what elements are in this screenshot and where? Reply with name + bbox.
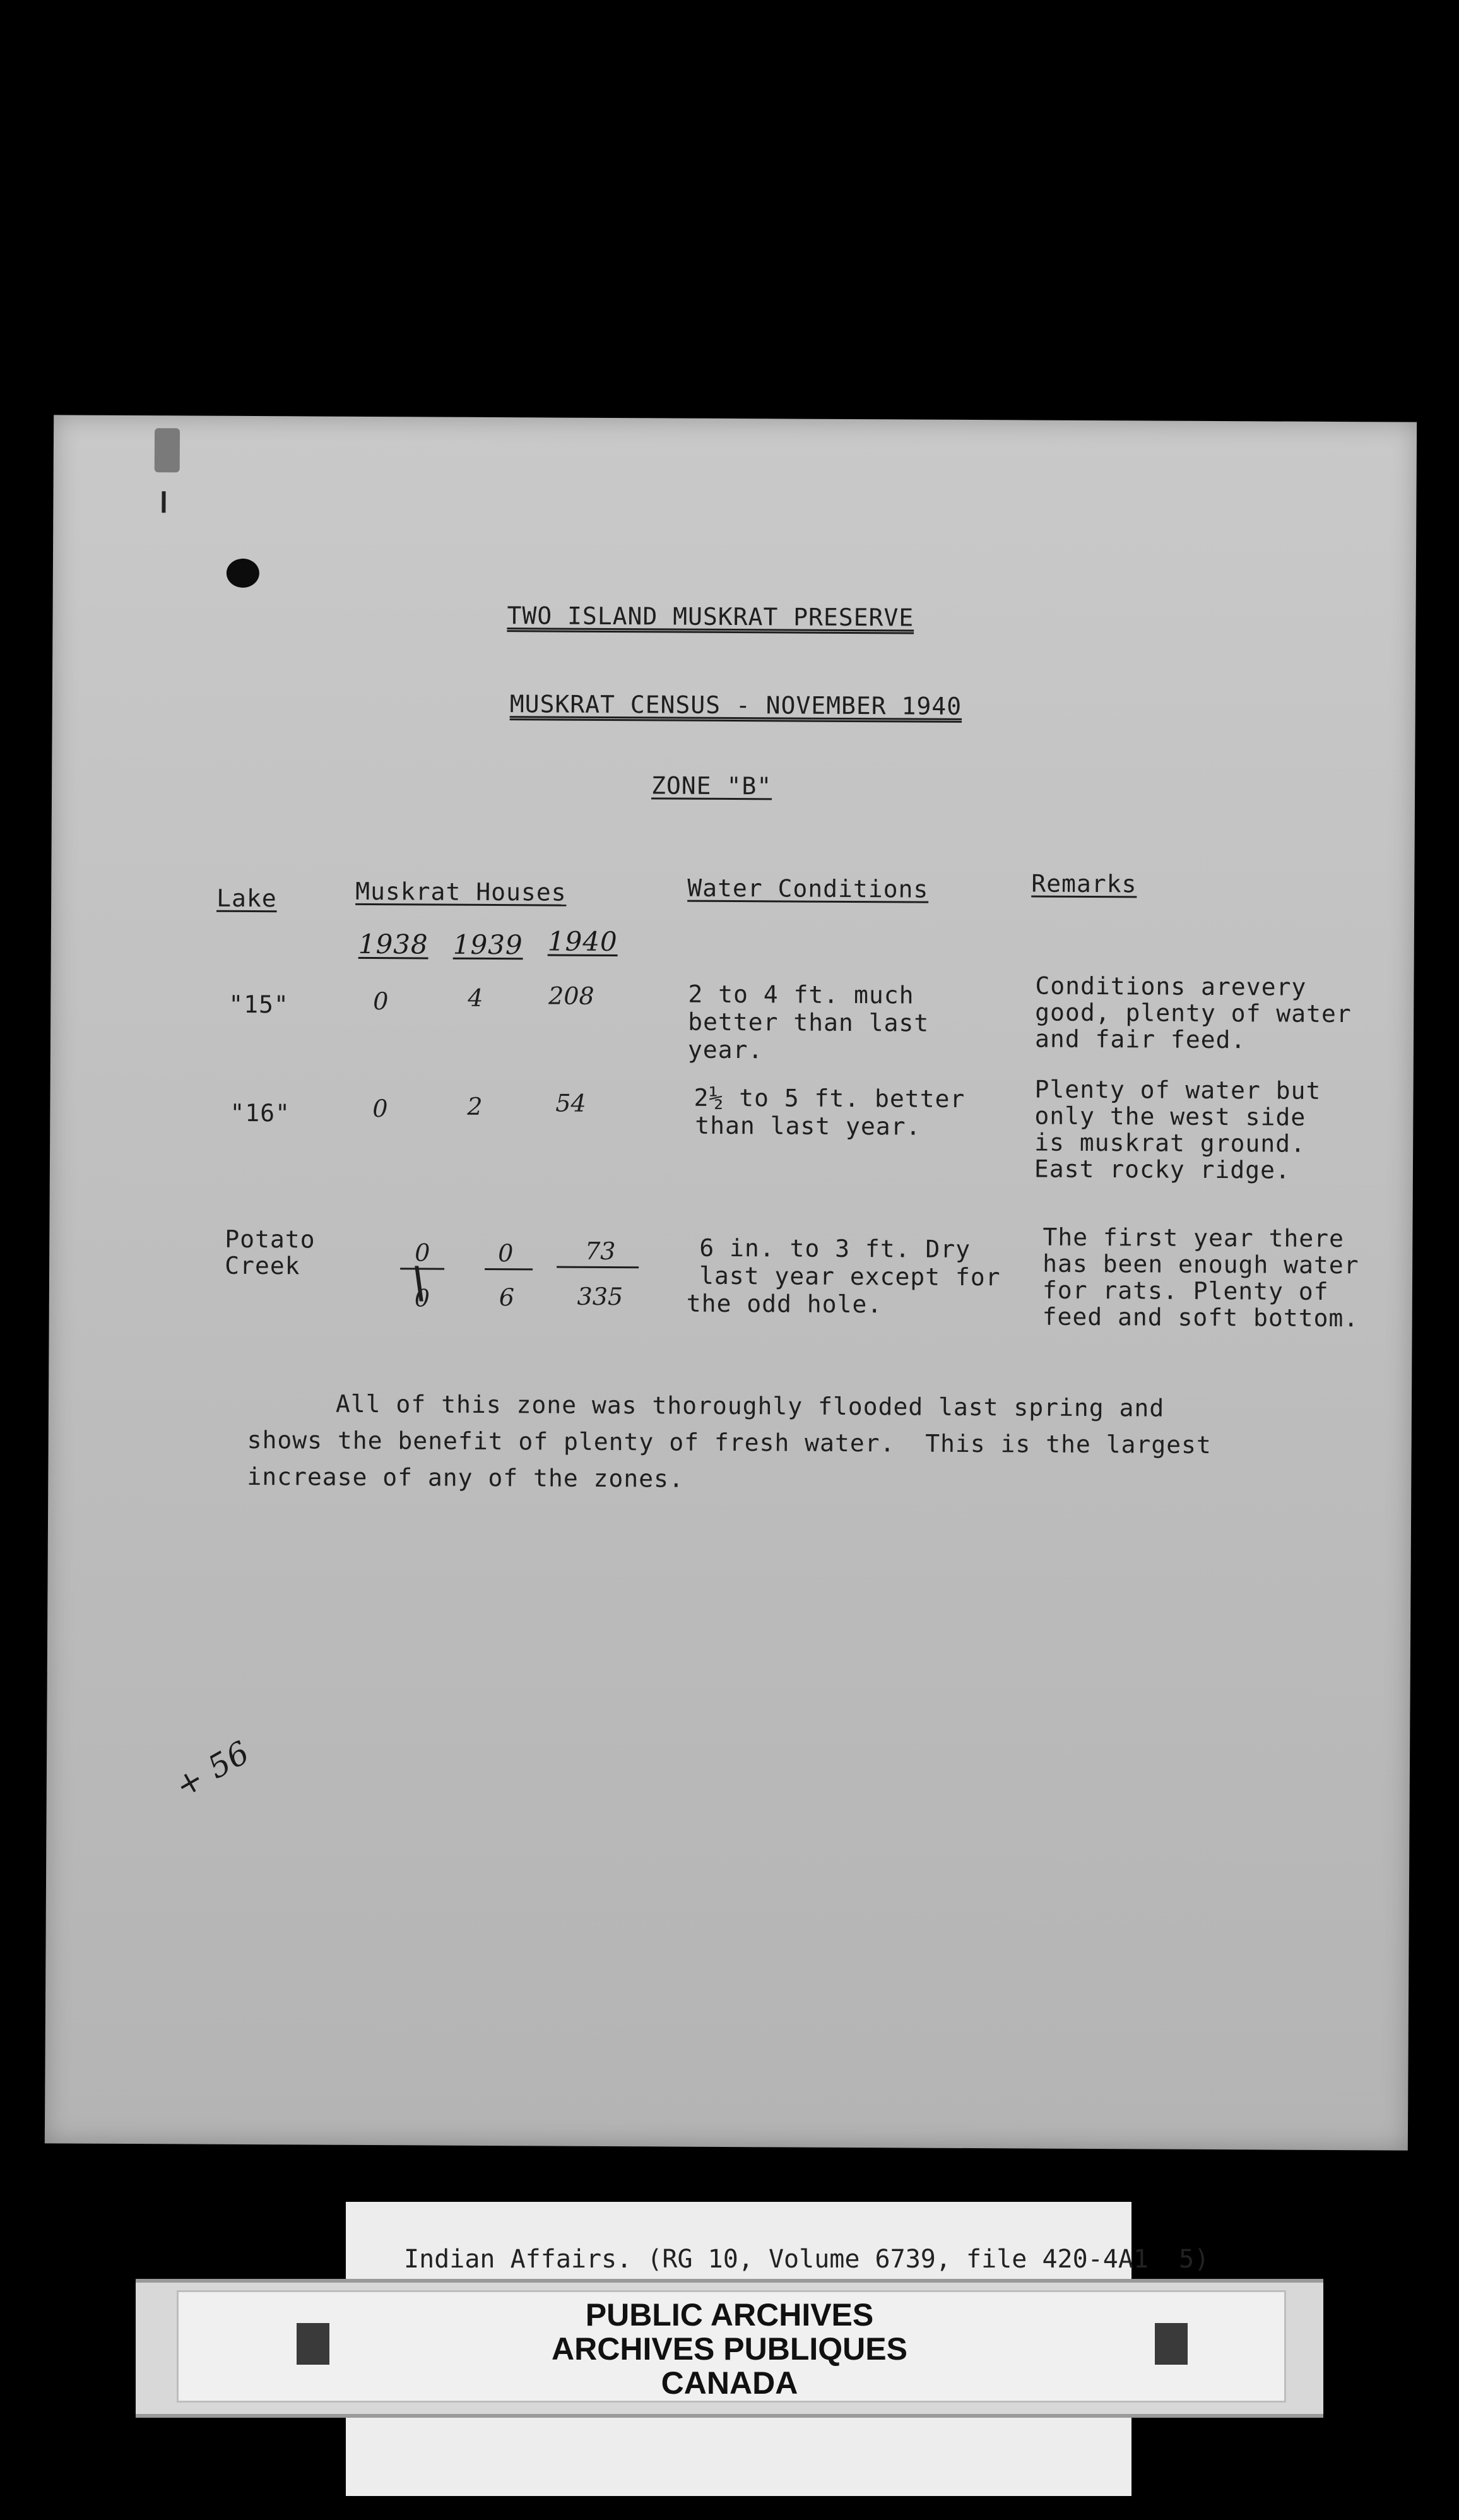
row16-remarks-1: Plenty of water but (1034, 1075, 1321, 1105)
tick-mark (162, 491, 165, 513)
potato-remarks-1: The first year there (1043, 1223, 1345, 1253)
potato-remarks-3: for rats. Plenty of (1042, 1276, 1329, 1305)
row15-1940: 208 (548, 982, 594, 1010)
header-water-conditions: Water Conditions (687, 874, 929, 903)
zone-label: ZONE "B" (651, 771, 772, 800)
lake-creek: Creek (225, 1251, 300, 1280)
potato-water-1: 6 in. to 3 ft. Dry (699, 1233, 971, 1263)
archive-line-2: ARCHIVES PUBLIQUES (552, 2331, 907, 2367)
potato-1939: 0 (498, 1239, 514, 1268)
row16-remarks-2: only the west side (1034, 1102, 1306, 1131)
row15-remarks-2: good, plenty of water (1035, 998, 1352, 1028)
potato-total-1940: 335 (577, 1282, 623, 1311)
document-title: TWO ISLAND MUSKRAT PRESERVE (507, 602, 914, 632)
archive-line-1: PUBLIC ARCHIVES (585, 2297, 874, 2333)
row16-1939: 2 (467, 1092, 483, 1120)
header-muskrat-houses: Muskrat Houses (355, 877, 567, 906)
row16-remarks-4: East rocky ridge. (1034, 1155, 1291, 1184)
potato-total-1938: 0 (414, 1284, 430, 1312)
potato-total-1939: 6 (499, 1283, 515, 1312)
year-1940: 1940 (547, 925, 618, 958)
potato-1938: 0 (415, 1239, 430, 1267)
row15-remarks-1: Conditions arevery (1035, 972, 1307, 1001)
potato-water-3: the odd hole. (686, 1289, 883, 1319)
row15-water-1: 2 to 4 ft. much (688, 980, 914, 1009)
lake-15: "15" (228, 990, 289, 1019)
summary-line-2: shows the benefit of plenty of fresh water. This is the largest (247, 1425, 1212, 1459)
row16-water-2: than last year. (695, 1111, 921, 1141)
row15-remarks-3: and fair feed. (1034, 1025, 1246, 1054)
potato-remarks-4: feed and soft bottom. (1042, 1302, 1359, 1333)
row15-1938: 0 (373, 987, 389, 1016)
row16-remarks-3: is muskrat ground. (1034, 1128, 1306, 1158)
header-lake: Lake (216, 884, 277, 913)
document-page (45, 415, 1417, 2150)
archive-citation: Indian Affairs. (RG 10, Volume 6739, file 420-4A1 5) (404, 2245, 1210, 2274)
tape-mark (155, 428, 180, 472)
document-subtitle: MUSKRAT CENSUS - NOVEMBER 1940 (509, 690, 962, 720)
header-remarks: Remarks (1031, 869, 1137, 898)
potato-water-2: last year except for (699, 1261, 1001, 1292)
year-1939: 1939 (452, 929, 523, 961)
year-1938: 1938 (358, 928, 428, 960)
sum-line-1940 (557, 1266, 639, 1269)
sum-line-1938 (400, 1268, 444, 1269)
handwritten-note: + 56 (168, 1733, 256, 1805)
summary-line-3: increase of any of the zones. (247, 1462, 684, 1493)
sum-line-1939 (485, 1268, 533, 1270)
row15-1939: 4 (468, 984, 483, 1012)
potato-remarks-2: has been enough water (1043, 1249, 1359, 1280)
lake-potato: Potato (225, 1225, 316, 1254)
archive-line-3: CANADA (661, 2365, 798, 2401)
summary-line-1: All of this zone was thoroughly flooded last spring and (335, 1389, 1165, 1422)
lake-16: "16" (230, 1098, 291, 1127)
row16-1940: 54 (555, 1089, 586, 1117)
row16-water-1: 2½ to 5 ft. better (694, 1083, 966, 1113)
row15-water-2: better than last (688, 1007, 930, 1037)
row16-1938: 0 (372, 1095, 388, 1123)
potato-1940: 73 (584, 1237, 616, 1266)
row15-water-3: year. (687, 1035, 764, 1064)
ink-blot (227, 559, 259, 588)
